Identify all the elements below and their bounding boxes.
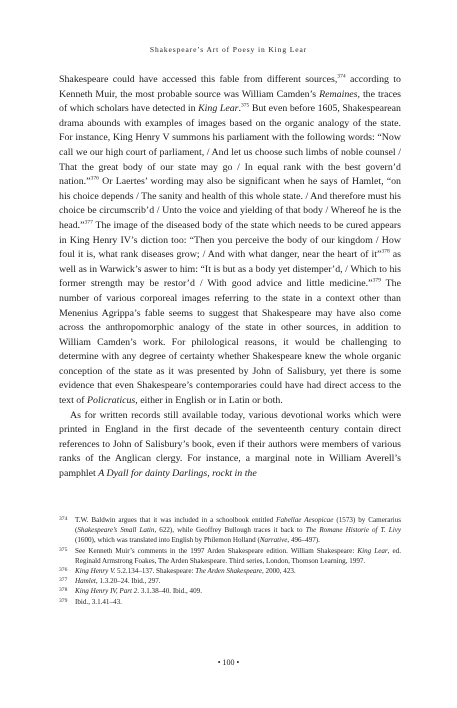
page-number: • 100 • xyxy=(217,658,240,667)
footnote-number: 377 xyxy=(59,577,68,584)
footnote xyxy=(59,546,401,566)
footnote-number: 375 xyxy=(59,546,68,553)
footnote-text: See Kenneth Muir’s comments in the 1997 Arden Shakespeare edition. William Shakespeare: King Lear, ed. Reginald Armstrong Foakes, The Arden Shakespeare. Third series, London, Thomson Learning, 1997. xyxy=(75,546,401,565)
running-head: Shakespeare’s Art of Poesy in King Lear xyxy=(149,45,308,54)
footnote-number: 378 xyxy=(59,587,68,594)
footnote-text: King Henry V. 5.2.134–137. Shakespeare: The Arden Shakespeare, 2000, 423. xyxy=(75,567,296,576)
paragraph-1: Shakespeare could have accessed this fable from different sources,$^{374}$ according to Kenneth Muir, the most probable source was William Camden’s Remaines, the traces of which scholars have detected in King Lear.$^{375}$ But even before 1605, Shakespearean drama abounds with examples of images based on the organic analogy of the state. For instance, King Henry V summons his parliament with the following words: “Now call we our high court of parliament, / And let us choose such limbs of noble counsel / That the great body of our state may go / In equal rank with the best govern’d nation.”$^{376}$ Or Laertes’ wording may also be significant when he says of Hamlet, “on his choice depends / The sanity and health of this whole state. / And therefore must his choice be circumscrib’d / Unto the voice and yielding of that body / Whereof he is the head.”$^{377}$ The image of the diseased body of the state which needs to be cured appears in King Henry IV’s diction too: “Then you perceive the body of our kingdom / How foul it is, what rank diseases grow; / And with what danger, near the heart of it”$^{378}$ as well as in Warwick’s aswer to him: “It is but as a body yet distemper’d, / Which to his former strength may be restor’d / With good advice and little medicine.”$^{379}$ The number of various corporeal images referring to the state in a context other than Menenius Agrippa’s fable seems to suggest that Shakespeare may have also come across the anthropomorphic analogy of the state in other sources, in addition to William Camden’s work. For philological reasons, it would be challenging to determine with any degree of certainty whether Shakespeare knew the whole organic conception of the state as it was presented by John of Salisbury, yet there is some evidence that even Shakespeare’s contemporaries could have had direct access to the text of Policraticus, either in English or in Latin or both. xyxy=(59,73,401,407)
paragraph-2: As for written records still available today, various devotional works which were printed in England in the first decade of the seventeenth century contain direct references to John of Salisbury’s book, even if their authors were members of various ranks of the Anglican clergy. For instance, a marginal note in William Averell’s pamphlet A Dyall for dainty Darlings, rockt in the xyxy=(59,409,401,480)
footnote-text: Ibid., 3.1.41–43. xyxy=(75,597,122,606)
footnote xyxy=(59,576,401,586)
footnote xyxy=(59,597,401,607)
footnote xyxy=(59,586,401,596)
footnote-text: King Henry IV, Part 2. 3.1.38–40. Ibid., 409. xyxy=(75,587,202,596)
footnote-number: 374 xyxy=(59,516,68,522)
footnote-text: T.W. Baldwin argues that it was included in a schoolbook entitled Fabellae Aesopicae (1573) by Camerarius (Shakespeare’s Small Latin, 622), while Geoffrey Bullough traces it back to The Romane Historie of T. Livy (1600), which was translated into English by Philemon Holland (Narrative, 496–497). xyxy=(75,516,402,545)
footnote xyxy=(59,566,401,576)
footnotes xyxy=(59,515,401,607)
main-text xyxy=(59,73,401,482)
footnote-number: 376 xyxy=(59,567,68,574)
footnote-number: 379 xyxy=(59,597,68,604)
footnote-text: Hamlet, 1.3.20–24. Ibid., 297. xyxy=(75,577,161,586)
footnote xyxy=(59,515,401,546)
